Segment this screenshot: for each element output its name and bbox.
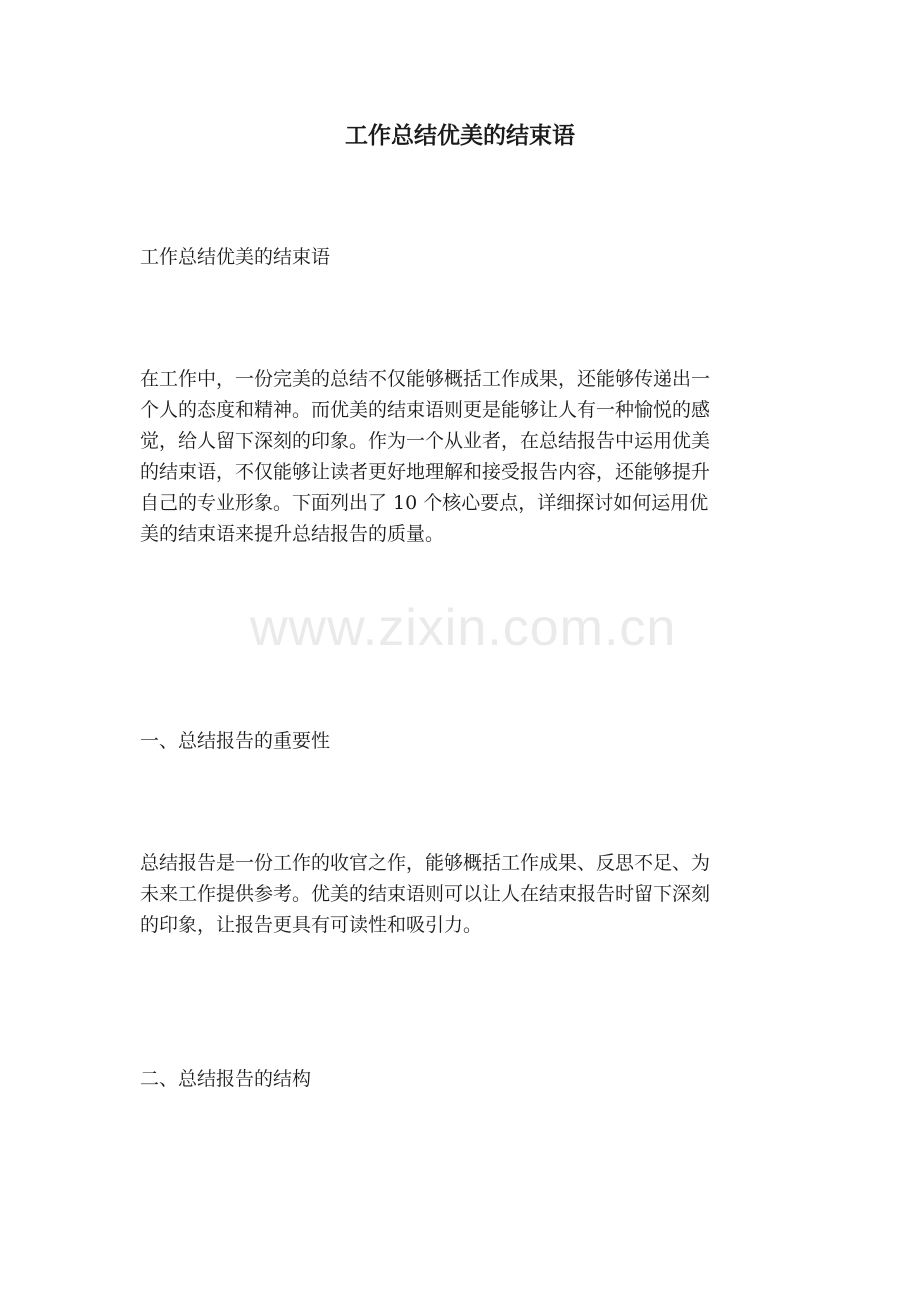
document-subtitle: 工作总结优美的结束语 [140,246,331,268]
section-heading-1: 一、总结报告的重要性 [140,730,331,752]
paragraph-line: 的印象，让报告更具有可读性和吸引力。 [140,914,483,936]
paragraph-line: 的结束语，不仅能够让读者更好地理解和接受报告内容，还能够提升 [140,461,711,483]
paragraph-line: 觉，给人留下深刻的印象。作为一个从业者，在总结报告中运用优美 [140,430,711,452]
intro-paragraph [140,364,788,550]
paragraph-line: 美的结束语来提升总结报告的质量。 [140,523,445,545]
section-heading-2: 二、总结报告的结构 [140,1068,312,1090]
document-title: 工作总结优美的结束语 [345,122,575,149]
paragraph-line: 自己的专业形象。下面列出了 10 个核心要点，详细探讨如何运用优 [140,492,709,514]
watermark-text: www.zixin.com.cn [250,599,677,657]
paragraph-line: 个人的态度和精神。而优美的结束语则更是能够让人有一种愉悦的感 [140,399,711,421]
paragraph-line: 总结报告是一份工作的收官之作，能够概括工作成果、反思不足、为 [140,852,711,874]
paragraph-line: 在工作中，一份完美的总结不仅能够概括工作成果，还能够传递出一 [140,368,711,390]
section-1-paragraph [140,848,788,941]
paragraph-line: 未来工作提供参考。优美的结束语则可以让人在结束报告时留下深刻 [140,883,711,905]
